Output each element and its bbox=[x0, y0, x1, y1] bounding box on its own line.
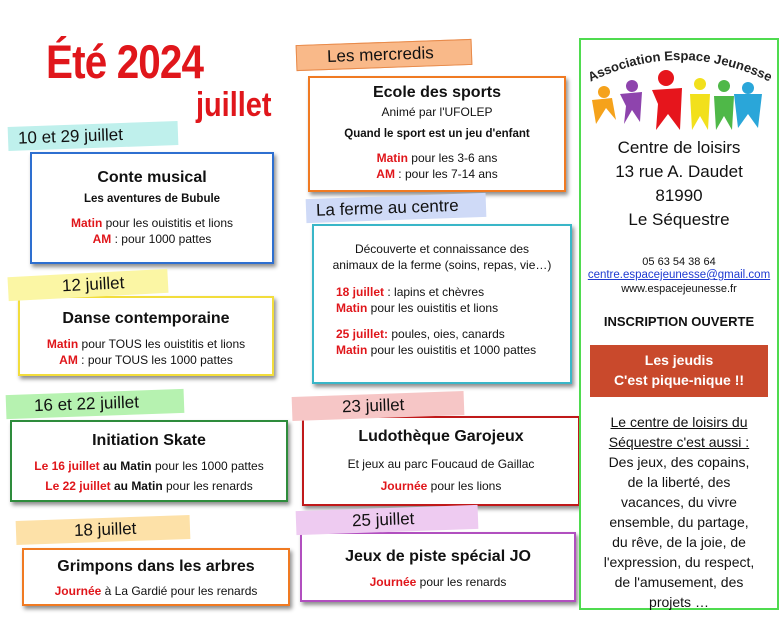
activity-subtitle: Les aventures de Bubule bbox=[83, 193, 221, 205]
activity-line: : pour 1000 pattes bbox=[111, 232, 212, 246]
activity-line: pour les renards bbox=[162, 479, 253, 493]
activity-title: Jeux de piste spécial JO bbox=[345, 548, 531, 565]
time-label: Journée bbox=[369, 575, 417, 589]
website-link[interactable]: www.espacejeunesse.fr bbox=[621, 283, 737, 295]
date-tag: 25 juillet bbox=[296, 505, 479, 535]
activity-line: pour les renards bbox=[416, 575, 507, 589]
activity-line: Et jeux au parc Foucaud de Gaillac bbox=[347, 457, 535, 471]
activity-line: pour les ouistitis et 1000 pattes bbox=[367, 343, 537, 357]
activity-line: pour les lions bbox=[427, 479, 502, 493]
activity-subtitle: Quand le sport est un jeu d'enfant bbox=[344, 128, 530, 140]
date-label: 25 juillet: bbox=[336, 327, 389, 341]
activity-line: à La Gardié pour les renards bbox=[101, 584, 258, 598]
aussi-line: du rêve, de la joie, de bbox=[612, 534, 746, 550]
inscription-status: INSCRIPTION OUVERTE bbox=[603, 314, 755, 329]
activity-line: Animé par l'UFOLEP bbox=[381, 105, 493, 119]
activity-card-jeux-piste bbox=[300, 532, 576, 602]
aussi-line: projets … bbox=[649, 594, 709, 610]
date-tag: 10 et 29 juillet bbox=[8, 121, 179, 151]
activity-card-danse bbox=[18, 296, 274, 376]
time-label: Matin bbox=[70, 216, 103, 230]
address-line: Centre de loisirs bbox=[617, 138, 741, 157]
pique-nique-banner bbox=[590, 345, 768, 397]
address-line: 13 rue A. Daudet bbox=[615, 162, 743, 181]
activity-line: pour TOUS les ouistitis et lions bbox=[78, 337, 246, 351]
address-line: Le Séquestre bbox=[628, 210, 730, 229]
aussi-line: ensemble, du partage, bbox=[609, 514, 749, 530]
aussi-line: de la liberté, des bbox=[627, 474, 731, 490]
association-logo bbox=[582, 30, 778, 140]
time-label: AM bbox=[59, 353, 78, 367]
activity-title: Conte musical bbox=[97, 169, 207, 186]
banner-line: Les jeudis bbox=[644, 352, 714, 368]
aussi-line: Des jeux, des copains, bbox=[608, 454, 750, 470]
activity-line: Découverte et connaissance des bbox=[354, 242, 530, 256]
activity-card-ludotheque bbox=[302, 416, 580, 506]
page-title: Été 2024 bbox=[46, 35, 204, 88]
time-label: Le 22 juillet bbox=[45, 479, 111, 493]
time-label: Matin bbox=[336, 301, 368, 315]
logo-figures-icon bbox=[592, 70, 762, 130]
activity-line: : lapins et chèvres bbox=[384, 285, 485, 299]
logo-text: Association Espace Jeunesse bbox=[585, 47, 775, 85]
aussi-block bbox=[581, 412, 777, 612]
aussi-line: l'expression, du respect, bbox=[603, 554, 755, 570]
activity-title: Initiation Skate bbox=[92, 432, 206, 449]
activity-card-grimpons bbox=[22, 548, 290, 606]
activity-line: poules, oies, canards bbox=[388, 327, 505, 341]
date-tag: 23 juillet bbox=[292, 391, 465, 421]
date-tag: 16 et 22 juillet bbox=[6, 389, 185, 419]
activity-title: Ludothèque Garojeux bbox=[358, 428, 524, 445]
activity-line: pour les ouistitis et lions bbox=[102, 216, 234, 230]
aussi-line: de l'amusement, des bbox=[614, 574, 744, 590]
time-label: Matin bbox=[376, 151, 408, 165]
time-label: Journée bbox=[54, 584, 102, 598]
month-title: juillet bbox=[196, 86, 272, 124]
activity-card-ecole-sports bbox=[308, 76, 566, 192]
phone-number: 05 63 54 38 64 bbox=[642, 256, 716, 268]
date-tag: 12 juillet bbox=[7, 269, 168, 301]
date-tag: Les mercredis bbox=[296, 39, 473, 71]
time-label: AM bbox=[376, 167, 395, 181]
activity-line: animaux de la ferme (soins, repas, vie…) bbox=[332, 258, 552, 272]
activity-line: pour les 1000 pattes bbox=[151, 459, 264, 473]
activity-title: Grimpons dans les arbres bbox=[57, 558, 255, 575]
aussi-heading: Séquestre c'est aussi : bbox=[608, 434, 750, 450]
banner-line: C'est pique-nique !! bbox=[613, 372, 745, 388]
time-detail: au Matin bbox=[110, 479, 163, 493]
time-detail: au Matin bbox=[99, 459, 152, 473]
time-label: AM bbox=[92, 232, 112, 246]
date-label: 18 juillet bbox=[336, 285, 385, 299]
email-link[interactable]: centre.espacejeunesse@gmail.com bbox=[587, 269, 771, 281]
activity-card-conte-musical bbox=[30, 152, 274, 264]
date-tag: La ferme au centre bbox=[306, 193, 487, 223]
activity-title: Danse contemporaine bbox=[62, 310, 230, 327]
address-line: 81990 bbox=[655, 186, 703, 205]
activity-title: Ecole des sports bbox=[372, 84, 502, 101]
time-label: Le 16 juillet bbox=[34, 459, 100, 473]
date-tag: 18 juillet bbox=[16, 515, 191, 545]
activity-line: : pour les 7-14 ans bbox=[394, 167, 498, 181]
time-label: Journée bbox=[380, 479, 428, 493]
activity-line: : pour TOUS les 1000 pattes bbox=[77, 353, 233, 367]
time-label: Matin bbox=[46, 337, 79, 351]
address-block bbox=[581, 136, 777, 232]
activity-card-skate bbox=[10, 420, 288, 502]
aussi-line: vacances, du vivre bbox=[621, 494, 737, 510]
time-label: Matin bbox=[336, 343, 368, 357]
activity-line: pour les 3-6 ans bbox=[407, 151, 498, 165]
activity-line: pour les ouistitis et lions bbox=[367, 301, 499, 315]
activity-card-ferme bbox=[312, 224, 572, 384]
aussi-heading: Le centre de loisirs du bbox=[610, 414, 748, 430]
